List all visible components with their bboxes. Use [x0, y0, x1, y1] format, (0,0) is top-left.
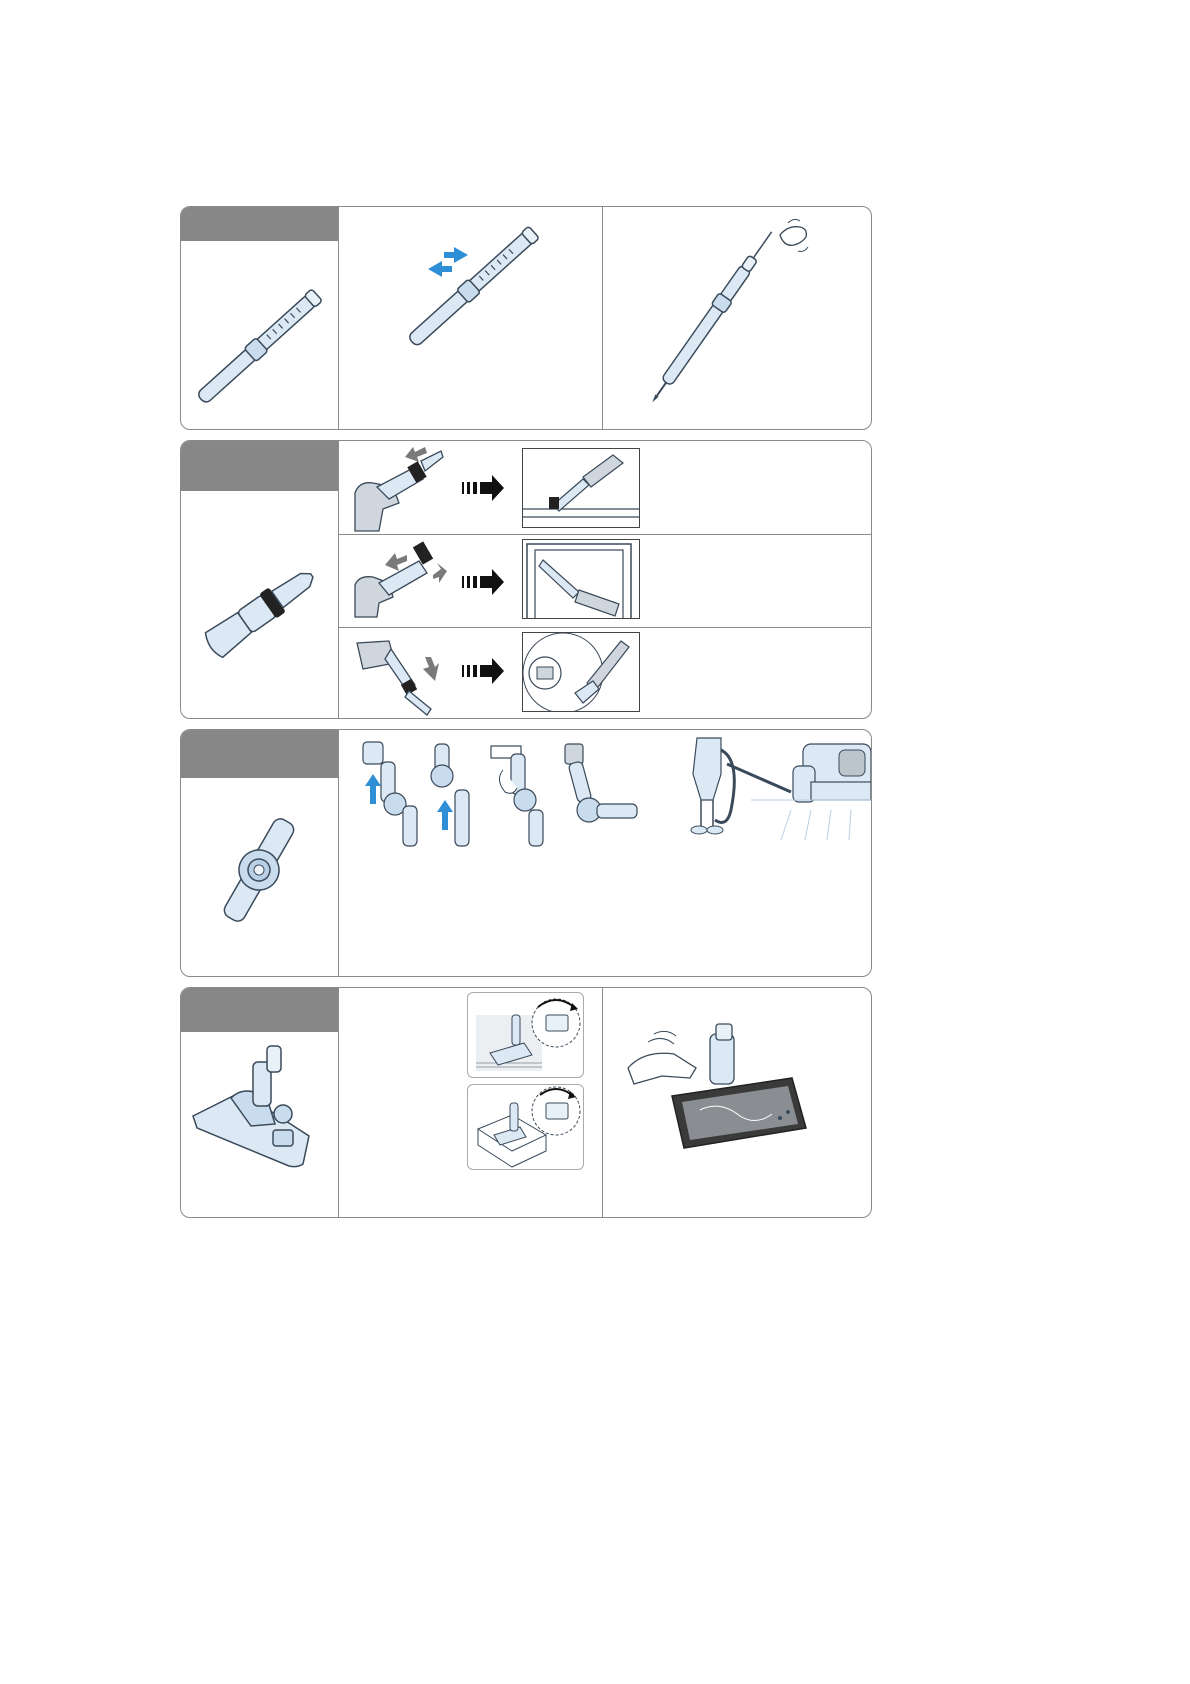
pipe-adjust-illustration: [338, 207, 602, 430]
next-step-arrow-icon: [462, 658, 506, 684]
divider: [338, 627, 871, 628]
pipe-adapter-side: [181, 730, 339, 976]
up-arrow-icon: [365, 774, 381, 804]
next-step-arrow-icon: [462, 475, 506, 501]
hand-icon: [628, 1053, 696, 1084]
bend-crevice-step: [349, 629, 459, 719]
window-frame-scene: [522, 448, 640, 528]
crevice-use-illustration: [523, 633, 640, 712]
next-step-arrow-icon: [462, 569, 506, 595]
push-arrow-icon: [423, 657, 439, 681]
telescopic-pipe-icon: [181, 207, 338, 430]
slide-arrow-icon: [428, 247, 468, 277]
adapter-step-2: [431, 744, 469, 846]
divider: [338, 988, 339, 1217]
corner-scene: [522, 632, 640, 712]
extension-pipe-panel: [180, 206, 872, 430]
person-icon: [691, 738, 734, 834]
extension-pipe-side: [181, 207, 339, 429]
floor-brush-side: [181, 988, 339, 1217]
floor-brush-panel: [180, 987, 872, 1218]
floor-mode-scene: [467, 1084, 584, 1170]
pipe-cleaning-illustration: [602, 207, 872, 430]
hose-adapter-icon: [181, 730, 338, 977]
rotate-crevice-step: [349, 537, 459, 627]
up-arrow-icon: [437, 800, 453, 830]
floor-mode-illustration: [468, 1085, 584, 1170]
crevice-use-illustration: [523, 540, 640, 619]
crevice-tool-side: [181, 441, 339, 718]
divider: [602, 988, 603, 1217]
adapter-step-4: [565, 744, 637, 822]
sofa-icon: [793, 744, 871, 802]
adapter-step-3: [491, 746, 543, 846]
rotate-arrow-icon: [385, 553, 407, 571]
carpet-mode-scene: [467, 992, 584, 1078]
crevice-tool-icon: [181, 441, 338, 719]
hand-icon: [780, 227, 806, 246]
divider: [338, 534, 871, 535]
living-room-vacuuming-illustration: [671, 730, 871, 850]
attach-crevice-step: [349, 443, 459, 533]
adapter-step-1: [363, 742, 417, 846]
crevice-tool-panel: [180, 440, 872, 719]
door-frame-scene: [522, 539, 640, 619]
pipe-adapter-panel: [180, 729, 872, 977]
crevice-use-illustration: [523, 449, 640, 528]
carpet-mode-illustration: [468, 993, 584, 1078]
brush-cleaning-illustration: [604, 988, 872, 1218]
adapter-assembly-steps: [343, 734, 678, 854]
floor-brush-icon: [181, 988, 338, 1218]
